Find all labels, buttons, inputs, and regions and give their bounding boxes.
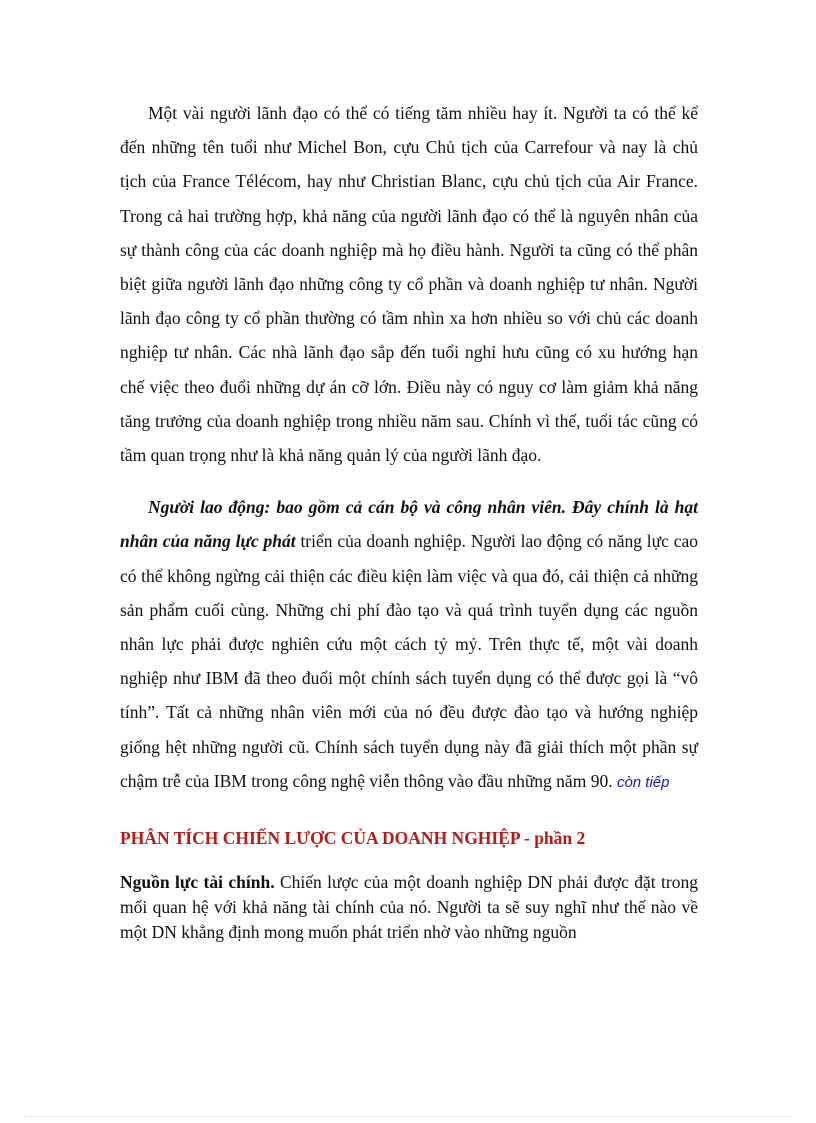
section-heading: PHÂN TÍCH CHIẾN LƯỢC CỦA DOANH NGHIỆP - phần 2	[120, 828, 586, 849]
finance-paragraph	[120, 870, 698, 945]
workforce-body-text: triển của doanh nghiệp. Người lao động có năng lực cao có thể không ngừng cải thiện các điều kiện làm việc và qua đó, cải thiện cả những sản phẩm cuối cùng. Những chi phí đào tạo và quá trình tuyển dụng các nguồn nhân lực phải được nghiên cứu một cách tỷ mỷ. Trên thực tế, một vài doanh nghiệp như IBM đã theo đuổi một chính sách tuyển dụng có thể được gọi là “vô tính”. Tất cả những nhân viên mới của nó đều được đào tạo và hướng nghiệp giống hệt những người cũ. Chính sách tuyển dụng này đã giải thích một phần sự chậm trễ của IBM trong công nghệ viễn thông vào đầu những năm 90.	[120, 531, 698, 791]
finance-body-text: Chiến lược của một doanh nghiệp DN phải được đặt trong mối quan hệ với khả năng tài chính của nó. Người ta sẽ suy nghĩ như thế nào về một DN khẳng định mong muốn phát triển nhờ vào những nguồn	[120, 872, 698, 943]
leadership-paragraph	[120, 96, 698, 472]
workforce-paragraph	[120, 490, 698, 800]
document-page	[120, 96, 698, 945]
continue-link[interactable]: còn tiếp	[616, 773, 670, 791]
page-bottom-divider	[24, 1116, 792, 1117]
workforce-lead-text: Người lao động: bao gồm cả cán bộ và công nhân viên. Đây chính là hạt nhân của năng lực phát	[120, 497, 698, 552]
finance-lead-text: Nguồn lực tài chính.	[120, 872, 275, 893]
leadership-paragraph-text: Một vài người lãnh đạo có thể có tiếng tăm nhiều hay ít. Người ta có thể kể đến những tên tuổi như Michel Bon, cựu Chủ tịch của Carrefour và nay là chủ tịch của France Télécom, hay như Christian Blanc, cựu chủ tịch của Air France. Trong cả hai trường hợp, khả năng của người lãnh đạo có thể là nguyên nhân của sự thành công của các doanh nghiệp mà họ điều hành. Người ta cũng có thể phân biệt giữa người lãnh đạo những công ty cổ phần và doanh nghiệp tư nhân. Người lãnh đạo công ty cổ phần thường có tầm nhìn xa hơn nhiều so với chủ các doanh nghiệp tư nhân. Các nhà lãnh đạo sắp đến tuổi nghỉ hưu cũng có xu hướng hạn chế việc theo đuổi những dự án cỡ lớn. Điều này có nguy cơ làm giảm khả năng tăng trưởng của doanh nghiệp trong nhiều năm sau. Chính vì thế, tuổi tác cũng có tầm quan trọng như là khả năng quản lý của người lãnh đạo.	[120, 103, 698, 466]
